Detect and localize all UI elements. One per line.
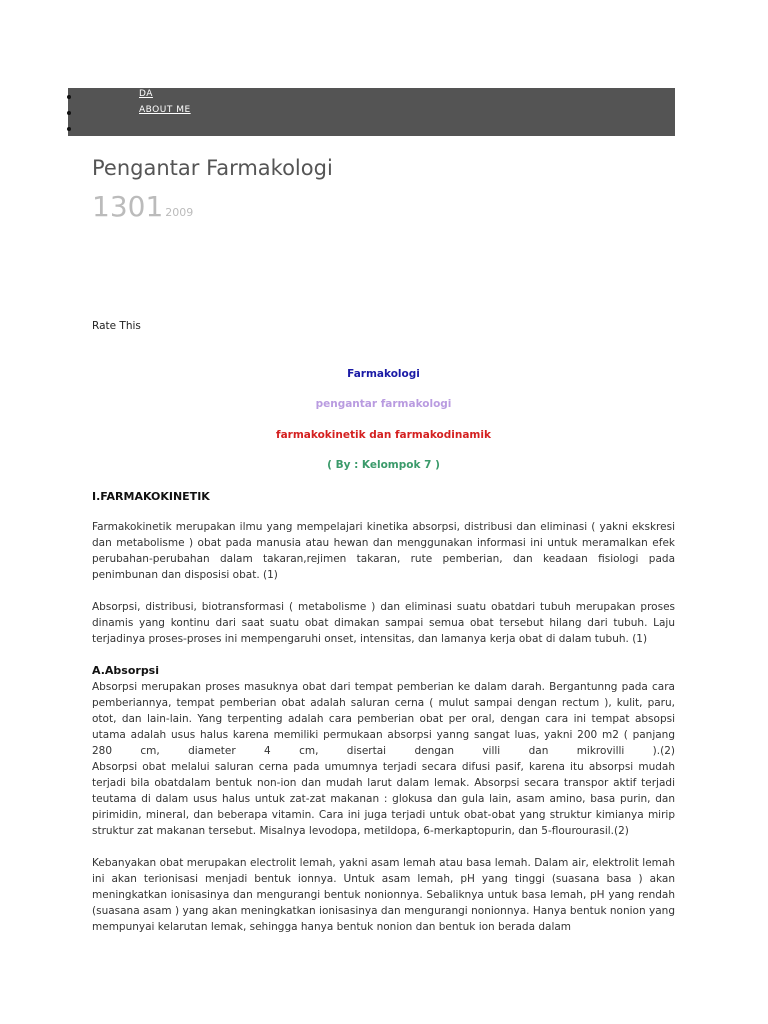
article-body	[92, 489, 675, 951]
nav-item-about-me	[68, 104, 675, 120]
heading-pengantar: pengantar farmakologi	[315, 398, 452, 410]
paragraph: Absorpsi merupakan proses masuknya obat dari tempat pemberian ke dalam darah. Bergantunng pada cara pemberiannya, tempat pemberian obat adalah saluran cerna ( mulut sampai dengan rectum ), kulit, paru, otot, dan lain-lain. Yang terpenting adalah cara pemberian obat per oral, dengan cara ini tempat absopsi utama adalah usus halus karena memiliki permukaan absorpsi yanng sangat luas, yakni 200 m2 ( panjang 280 cm, diameter 4 cm, disertai dengan villi dan mikrovilli ).(2)	[92, 681, 675, 757]
paragraph: Farmakokinetik merupakan ilmu yang mempelajari kinetika absorpsi, distribusi dan eliminasi ( yakni ekskresi dan metabolisme ) obat pada manusia atau hewan dan menggunakan informasi ini untuk meramalkan efek perubahan-perubahan dalam takaran,rejimen takaran, rute pemberian, dan keadaan fisiologi pada penimbunan dan disposisi obat. (1)	[92, 521, 675, 581]
paragraph: Kebanyakan obat merupakan electrolit lemah, yakni asam lemah atau basa lemah. Dalam air, elektrolit lemah ini akan terionisasi menjadi bentuk ionnya. Untuk asam lemah, pH yang tinggi (suasana basa ) akan meningkatkan ionisasinya dan mengurangi bentuk nonionnya. Sebaliknya untuk basa lemah, pH yang rendah (suasana asam ) yang akan meningkatkan ionisasinya dan mengurangi nonionnya. Hanya bentuk nonion yang mempunyai kelarutan lemak, sehingga hanya bentuk nonion dan bentuk ion berada dalam	[92, 857, 675, 933]
section-heading-farmakokinetik: I.FARMAKOKINETIK	[92, 490, 210, 503]
post-date	[92, 190, 193, 223]
nav-link-da[interactable]: DA	[139, 89, 153, 99]
bullet-icon	[67, 127, 71, 131]
subheading-absorpsi: A.Absorpsi	[92, 664, 160, 677]
post-date-year: 2009	[165, 206, 194, 219]
heading-subtitle: farmakokinetik dan farmakodinamik	[276, 429, 491, 441]
bullet-icon	[67, 95, 71, 99]
nav-link-about-me[interactable]: ABOUT ME	[139, 105, 191, 115]
nav-item-da	[68, 88, 675, 104]
post-date-day: 1301	[92, 190, 164, 223]
post-title: Pengantar Farmakologi	[92, 156, 333, 180]
heading-author: ( By : Kelompok 7 )	[327, 459, 440, 471]
rate-this-link[interactable]: Rate This	[92, 320, 141, 332]
bullet-icon	[67, 111, 71, 115]
nav-item-empty	[68, 120, 675, 136]
paragraph: Absorpsi, distribusi, biotransformasi ( metabolisme ) dan eliminasi suatu obatdari tubuh merupakan proses dinamis yang kontinu dari saat suatu obat dimakan sampai semua obat tersebut hilang dari tubuh. Laju terjadinya proses-proses ini mempengaruhi onset, intensitas, dan lamanya kerja obat di dalam tubuh. (1)	[92, 601, 675, 645]
heading-farmakologi: Farmakologi	[347, 368, 420, 380]
paragraph: Absorpsi obat melalui saluran cerna pada umumnya terjadi secara difusi pasif, karena itu absorpsi mudah terjadi bila obatdalam bentuk non-ion dan mudah larut dalam lemak. Absorpsi secara transpor aktif terjadi teutama di dalam usus halus untuk zat-zat makanan : glokusa dan gula lain, asam amino, basa purin, dan pirimidin, mineral, dan beberapa vitamin. Cara ini juga terjadi untuk obat-obat yang struktur kimianya mirip struktur zat makanan tersebut. Misalnya levodopa, metildopa, 6-merkaptopurin, dan 5-flourourasil.(2)	[92, 761, 675, 837]
top-navigation	[68, 88, 675, 136]
